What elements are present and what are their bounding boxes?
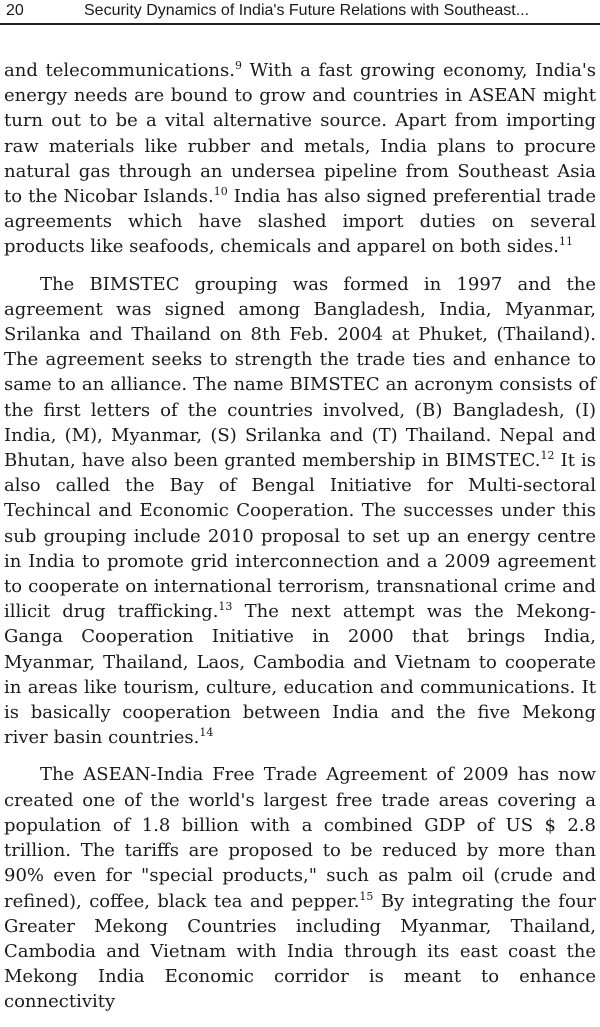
header-rule: [0, 23, 600, 25]
footnote-ref-9[interactable]: 9: [235, 59, 242, 72]
running-title: Security Dynamics of India's Future Relations with Southeast...: [84, 2, 530, 19]
footnote-ref-13[interactable]: 13: [218, 600, 233, 614]
text-segment: The BIMSTEC grouping was formed in 1997 and the agreement was signed among Bangladesh, India, Myanmar, Srilanka and Thailand on 8th Feb. 2004 at Phuket, (Thailand). The agreement seeks to strength the trade ties and enhance to same to an alliance. The name BIMSTEC an acronym consists of the first letters of the countries involved, (B) Bangladesh, (I) India, (M), Myanmar, (S) Srilanka and (T) Thailand. Nepal and Bhutan, have also been granted membership in BIMSTEC.: [4, 273, 596, 472]
text-segment: With a fast growing economy, India's energy needs are bound to grow and countries in ASEAN might turn out to be a vital alternative source. Apart from importing raw materials like rubber and metals, India plans to procure natural gas through an undersea pipeline from Southeast Asia to the Nicobar Islands.: [4, 60, 597, 208]
footnote-ref-15[interactable]: 15: [359, 889, 374, 903]
text-segment: The next attempt was the Mekong-Ganga Cooperation Initiative in 2000 that brings India, Myanmar, Thailand, Laos, Cambodia and Vietnam to cooperate in areas like tourism, culture, education and communications. It is basically cooperation between India and the five Mekong river basin countries.: [4, 601, 596, 749]
text-segment: and telecommunications.: [4, 60, 235, 81]
text-segment: It is also called the Bay of Bengal Initiative for Multi-sectoral Techincal and Economic Cooperation. The successes under this sub grouping include 2010 proposal to set up an energy centre in India to promote grid interconnection and a 2009 agreement to cooperate on international terrorism, transnational crime and illicit drug trafficking.: [4, 450, 597, 623]
footnote-ref-10[interactable]: 10: [213, 185, 228, 199]
footnote-ref-14[interactable]: 14: [199, 726, 214, 740]
paragraph-1: [4, 58, 596, 260]
paragraph-2: [4, 272, 596, 751]
body-text: [4, 58, 596, 1027]
footnote-ref-12[interactable]: 12: [540, 449, 555, 463]
paragraph-3: [4, 762, 596, 1014]
page-number: 20: [6, 2, 24, 19]
running-header: [0, 0, 600, 24]
footnote-ref-11[interactable]: 11: [559, 235, 573, 249]
text-segment: The ASEAN-India Free Trade Agreement of 2009 has now created one of the world's largest free trade areas covering a population of 1.8 billion with a combined GDP of US $ 2.8 trillion. The tariffs are proposed to be reduced by more than 90% even for "special products," such as palm oil (crude and refined), coffee, black tea and pepper.: [4, 764, 596, 912]
text-segment: India has also signed preferential trade agreements which have slashed import duties on several products like seafoods, chemicals and apparel on both sides.: [4, 186, 596, 258]
text-segment: By integrating the four Greater Mekong Countries including Myanmar, Thailand, Cambodia and Vietnam with India through its east coast the Mekong India Economic corridor is meant to enhance connectivity: [4, 890, 596, 1013]
